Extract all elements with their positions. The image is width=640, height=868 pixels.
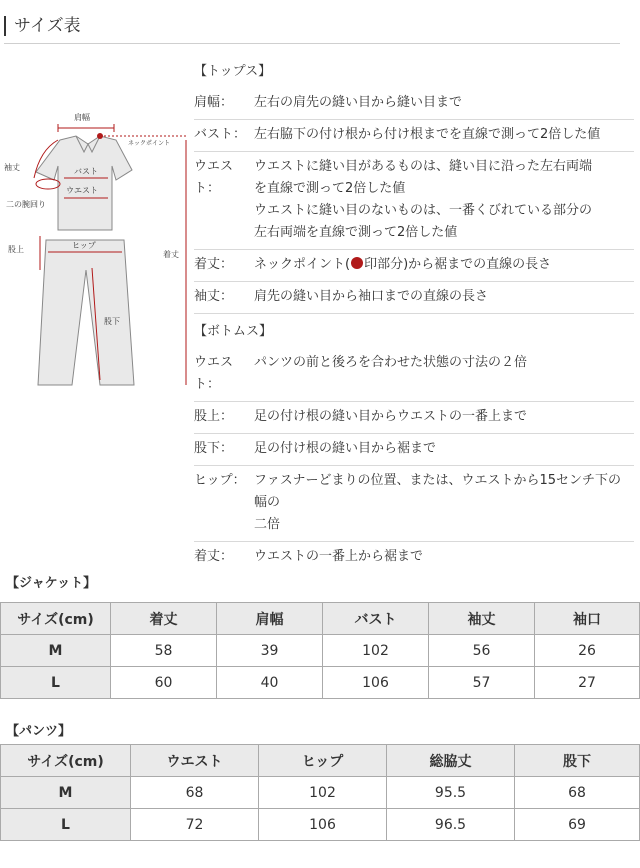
table-header-cell: 肩幅 — [217, 603, 323, 635]
table-cell: 69 — [515, 809, 640, 841]
red-dot-icon — [351, 257, 363, 269]
desc-value: パンツの前と後ろを合わせた状態の寸法の２倍 — [254, 355, 528, 370]
diagram-label-bust: バスト — [74, 167, 98, 176]
desc-term: 着丈： — [194, 549, 234, 564]
table-cell: 56 — [429, 635, 535, 667]
table-header-cell: 袖丈 — [429, 603, 535, 635]
table-cell: 60 — [111, 667, 217, 699]
jacket-size-table — [0, 602, 640, 699]
table-cell: 40 — [217, 667, 323, 699]
desc-value: ネックポイント( 印部分)から裾までの直線の長さ — [254, 257, 552, 272]
desc-term: 股上： — [194, 409, 234, 424]
table-cell: 27 — [535, 667, 640, 699]
table-header-cell: 股下 — [515, 745, 640, 777]
table-header-cell: サイズ(cm) — [1, 603, 111, 635]
bottoms-heading: 【ボトムス】 — [194, 324, 273, 339]
desc-row — [194, 434, 634, 466]
table-row — [1, 809, 640, 841]
table-header-cell: ヒップ — [259, 745, 387, 777]
table-header-cell: バスト — [323, 603, 429, 635]
desc-row — [194, 88, 634, 120]
table-cell: 68 — [131, 777, 259, 809]
desc-value: 肩先の縫い目から袖口までの直線の長さ — [254, 289, 489, 304]
diagram-label-hip: ヒップ — [72, 241, 96, 250]
desc-term: ウエスト： — [194, 159, 234, 196]
table-header-cell: 袖口 — [535, 603, 640, 635]
title-bar-accent — [4, 16, 6, 36]
garment-illustration — [0, 100, 200, 400]
measurement-descriptions — [194, 62, 634, 573]
page-header — [4, 14, 620, 44]
table-cell: 106 — [323, 667, 429, 699]
diagram-label-inseam: 股下 — [104, 317, 120, 326]
desc-term: 着丈： — [194, 257, 234, 272]
neck-point-marker — [97, 133, 103, 139]
table-header-cell: サイズ(cm) — [1, 745, 131, 777]
table-cell: 95.5 — [387, 777, 515, 809]
desc-value: ファスナーどまりの位置、または、ウエストから15センチ下の幅の 二倍 — [254, 473, 622, 532]
table-cell: 68 — [515, 777, 640, 809]
table-cell: 106 — [259, 809, 387, 841]
desc-term: 股下： — [194, 441, 234, 456]
desc-value: 左右の肩先の縫い目から縫い目まで — [254, 95, 463, 110]
table-cell: 102 — [259, 777, 387, 809]
diagram-label-sleeve: 袖丈 — [4, 163, 20, 172]
page-title: サイズ表 — [14, 16, 81, 36]
table-header-cell: ウエスト — [131, 745, 259, 777]
desc-term: 肩幅： — [194, 95, 234, 110]
diagram-label-length: 着丈 — [163, 250, 179, 259]
table-cell: 58 — [111, 635, 217, 667]
table-cell: 72 — [131, 809, 259, 841]
table-cell: 57 — [429, 667, 535, 699]
table-row-header: M — [1, 777, 131, 809]
desc-row — [194, 348, 634, 402]
diagram-label-neck-point: ネックポイント — [128, 140, 171, 147]
table-row-header: L — [1, 667, 111, 699]
table-row — [1, 777, 640, 809]
diagram-label-shoulder: 肩幅 — [74, 113, 90, 122]
desc-row — [194, 250, 634, 282]
desc-row — [194, 152, 634, 250]
table-row — [1, 635, 640, 667]
diagram-label-upper-arm: 二の腕回り — [6, 200, 46, 209]
table-header-cell: 総脇丈 — [387, 745, 515, 777]
diagram-label-waist: ウエスト — [66, 186, 98, 195]
desc-row — [194, 542, 634, 573]
desc-term: ヒップ： — [194, 473, 246, 488]
desc-term: バスト： — [194, 127, 247, 142]
table-cell: 26 — [535, 635, 640, 667]
tops-heading: 【トップス】 — [194, 64, 272, 79]
table-header-row — [1, 603, 640, 635]
desc-term: ウエスト： — [194, 355, 234, 392]
table-header-row — [1, 745, 640, 777]
diagram-label-rise: 股上 — [8, 245, 24, 254]
desc-value: 足の付け根の縫い目から裾まで — [254, 441, 437, 456]
desc-value: 左右脇下の付け根から付け根までを直線で測って2倍した値 — [254, 127, 601, 142]
table-cell: 102 — [323, 635, 429, 667]
desc-value: ウエストの一番上から裾まで — [254, 549, 424, 564]
pants-table-title: 【パンツ】 — [6, 724, 72, 739]
desc-row — [194, 282, 634, 314]
jacket-table-title: 【ジャケット】 — [6, 576, 97, 591]
table-row — [1, 667, 640, 699]
table-cell: 96.5 — [387, 809, 515, 841]
desc-row — [194, 120, 634, 152]
desc-term: 袖丈： — [194, 289, 234, 304]
measurement-diagram — [0, 100, 200, 400]
desc-value: ウエストに縫い目があるものは、縫い目に沿った左右両端 を直線で測って2倍した値 ウエストに縫い目のないものは、一番くびれている部分の 左右両端を直線で測って2倍した値 — [254, 159, 593, 240]
desc-value: 足の付け根の縫い目からウエストの一番上まで — [254, 409, 528, 424]
pants-size-table — [0, 744, 640, 841]
table-cell: 39 — [217, 635, 323, 667]
table-row-header: L — [1, 809, 131, 841]
desc-row — [194, 402, 634, 434]
desc-row — [194, 466, 634, 542]
table-header-cell: 着丈 — [111, 603, 217, 635]
table-row-header: M — [1, 635, 111, 667]
